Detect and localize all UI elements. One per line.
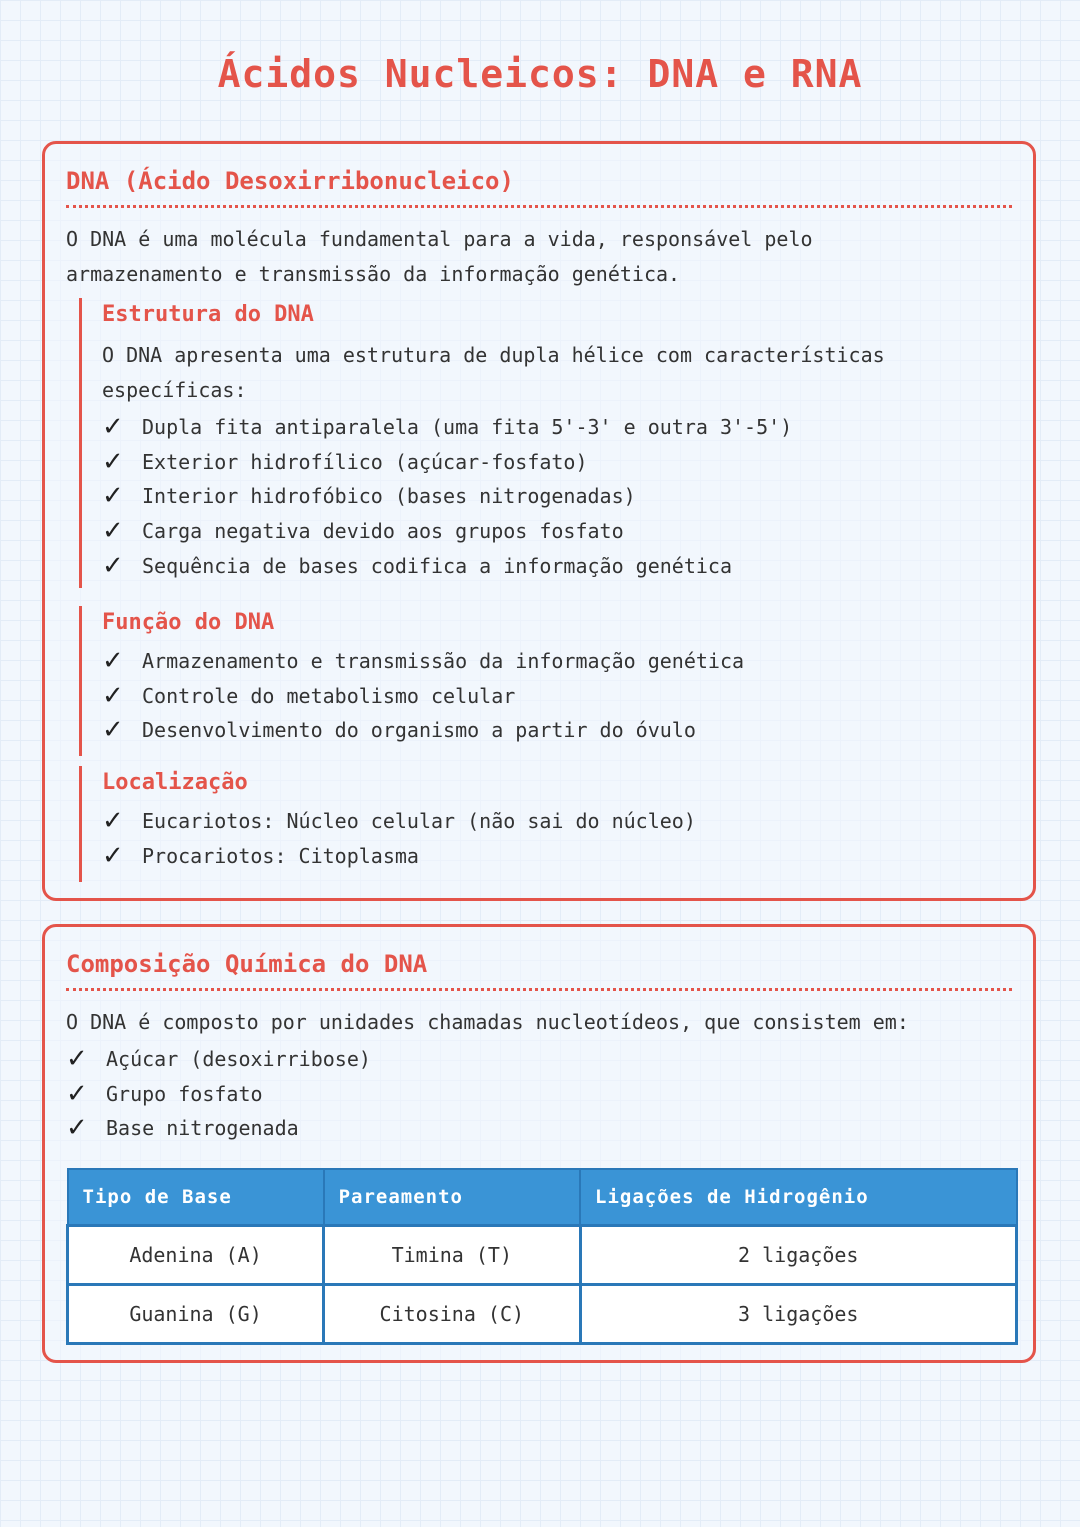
list-item: ✓ Dupla fita antiparalela (uma fita 5'-3' e outra 3'-5') xyxy=(102,410,1012,445)
table-row xyxy=(68,1285,1017,1344)
list-item: ✓ Carga negativa devido aos grupos fosfato xyxy=(102,514,1012,549)
list-item: ✓ Procariotos: Citoplasma xyxy=(102,839,1012,874)
check-icon: ✓ xyxy=(102,646,124,676)
check-icon: ✓ xyxy=(66,1044,88,1074)
section-estrutura xyxy=(79,298,1012,588)
list-item: ✓ Armazenamento e transmissão da informação genética xyxy=(102,644,1012,679)
table-cell: 3 ligações xyxy=(580,1285,1016,1344)
check-icon: ✓ xyxy=(102,481,124,512)
check-icon: ✓ xyxy=(102,516,124,547)
funcao-title: Função do DNA xyxy=(102,610,275,635)
check-icon: ✓ xyxy=(102,680,124,711)
page-title: Ácidos Nucleicos: DNA e RNA xyxy=(217,52,863,96)
header-pareamento: Pareamento xyxy=(324,1169,580,1226)
section-localizacao xyxy=(79,766,1012,882)
list-item: ✓ Eucariotos: Núcleo celular (não sai do núcleo) xyxy=(102,804,1012,839)
check-icon: ✓ xyxy=(66,1078,88,1109)
composicao-list xyxy=(66,1042,1012,1146)
table-cell: Adenina (A) xyxy=(68,1226,324,1285)
list-item: ✓ Controle do metabolismo celular xyxy=(102,679,1012,714)
funcao-list xyxy=(102,644,1012,748)
list-item: ✓ Exterior hidrofílico (açúcar-fosfato) xyxy=(102,445,1012,480)
composicao-card-title: Composição Química do DNA xyxy=(66,950,1012,991)
composicao-card xyxy=(42,924,1036,1363)
check-icon: ✓ xyxy=(102,840,124,871)
check-icon: ✓ xyxy=(102,550,124,581)
localizacao-title: Localização xyxy=(102,770,248,795)
list-item: ✓ Sequência de bases codifica a informação genética xyxy=(102,549,1012,584)
dna-intro-line-1: O DNA é uma molécula fundamental para a vida, responsável pelo xyxy=(66,227,813,251)
check-icon: ✓ xyxy=(102,446,124,477)
list-item: ✓ Base nitrogenada xyxy=(66,1111,1012,1146)
base-pairing-table xyxy=(66,1168,1018,1345)
dna-card-title: DNA (Ácido Desoxirribonucleico) xyxy=(66,167,1012,208)
table-cell: Citosina (C) xyxy=(324,1285,580,1344)
table-row xyxy=(68,1226,1017,1285)
section-funcao xyxy=(79,606,1012,756)
table-cell: 2 ligações xyxy=(580,1226,1016,1285)
dna-intro-line-2: armazenamento e transmissão da informação genética. xyxy=(66,262,681,286)
list-item: ✓ Desenvolvimento do organismo a partir do óvulo xyxy=(102,713,1012,748)
header-tipo-de-base: Tipo de Base xyxy=(68,1169,324,1226)
estrutura-text-line-1: O DNA apresenta uma estrutura de dupla hélice com características xyxy=(102,343,885,367)
check-icon: ✓ xyxy=(102,412,124,442)
table-cell: Guanina (G) xyxy=(68,1285,324,1344)
table-header-row xyxy=(68,1169,1017,1226)
dna-intro xyxy=(66,222,1012,292)
header-ligacoes: Ligações de Hidrogênio xyxy=(580,1169,1016,1226)
list-item: ✓ Açúcar (desoxirribose) xyxy=(66,1042,1012,1077)
table-cell: Timina (T) xyxy=(324,1226,580,1285)
list-item: ✓ Grupo fosfato xyxy=(66,1077,1012,1112)
estrutura-title: Estrutura do DNA xyxy=(102,302,314,327)
dna-card xyxy=(42,141,1036,901)
estrutura-text xyxy=(102,338,1012,408)
check-icon: ✓ xyxy=(66,1113,88,1144)
check-icon: ✓ xyxy=(102,806,124,836)
composicao-intro: O DNA é composto por unidades chamadas nucleotídeos, que consistem em: xyxy=(66,1010,909,1034)
localizacao-list xyxy=(102,804,1012,873)
estrutura-list xyxy=(102,410,1012,584)
estrutura-text-line-2: específicas: xyxy=(102,378,247,402)
check-icon: ✓ xyxy=(102,715,124,746)
list-item: ✓ Interior hidrofóbico (bases nitrogenadas) xyxy=(102,479,1012,514)
